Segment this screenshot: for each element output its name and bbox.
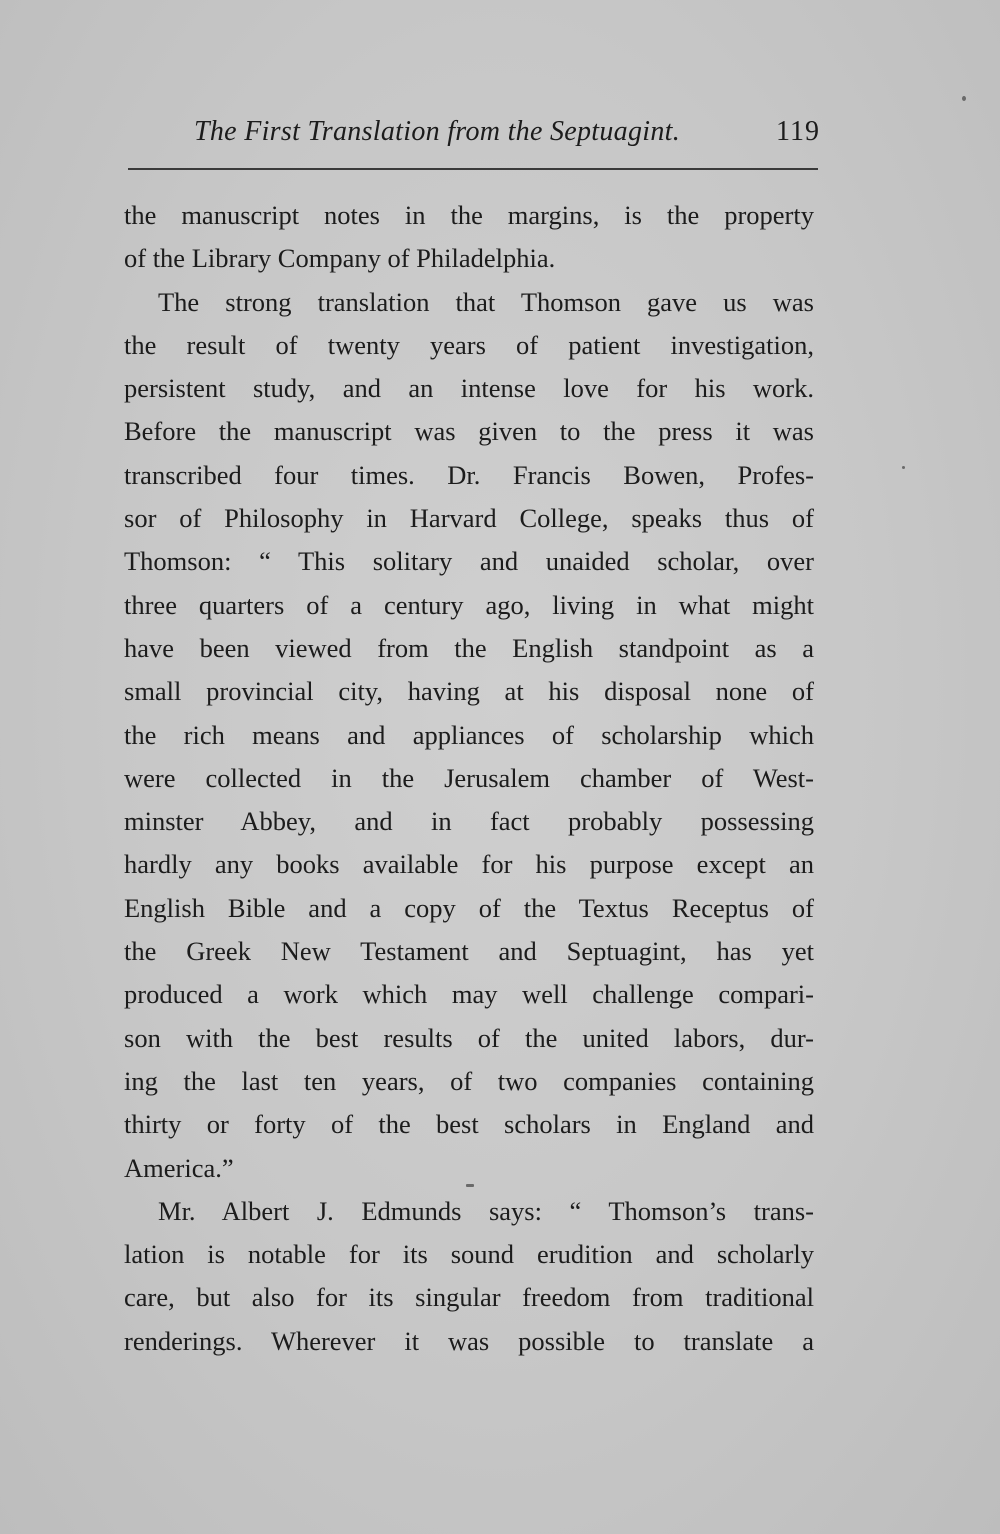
paper-speck: [902, 466, 905, 469]
running-head: [128, 114, 818, 158]
text-line: Thomson: “ This solitary and unaided scholar, over: [124, 546, 814, 577]
text-line: the result of twenty years of patient investigation,: [124, 329, 814, 360]
text-line: English Bible and a copy of the Textus Receptus of: [124, 892, 814, 923]
text-line: hardly any books available for his purpose except an: [124, 849, 814, 880]
paper-speck: [962, 96, 966, 101]
text-line: thirty or forty of the best scholars in England and: [124, 1109, 814, 1140]
text-line: sor of Philosophy in Harvard College, speaks thus of: [124, 503, 814, 534]
text-line: ing the last ten years, of two companies containing: [124, 1065, 814, 1096]
paper-speck: [466, 1184, 474, 1187]
text-line: Before the manuscript was given to the press it was: [124, 416, 814, 447]
text-line: the Greek New Testament and Septuagint, has yet: [124, 936, 814, 967]
text-line: transcribed four times. Dr. Francis Bowen, Profes-: [124, 459, 814, 490]
text-line: three quarters of a century ago, living in what might: [124, 589, 814, 620]
text-line: renderings. Wherever it was possible to translate a: [124, 1325, 814, 1356]
paragraph-first-line: Mr. Albert J. Edmunds says: “ Thomson’s trans-: [158, 1195, 814, 1226]
text-line: minster Abbey, and in fact probably possessing: [124, 806, 814, 837]
body-text: [124, 194, 814, 1363]
text-line: America.”: [124, 1152, 234, 1183]
text-line: of the Library Company of Philadelphia.: [124, 243, 556, 274]
text-line: the rich means and appliances of scholarship which: [124, 719, 814, 750]
text-line: the manuscript notes in the margins, is the property: [124, 200, 814, 230]
text-line: have been viewed from the English standpoint as a: [124, 632, 814, 663]
page-number: 119: [776, 116, 820, 147]
text-line: care, but also for its singular freedom from traditional: [124, 1282, 814, 1313]
text-line: small provincial city, having at his disposal none of: [124, 676, 814, 707]
header-rule: [128, 168, 818, 170]
text-line: were collected in the Jerusalem chamber of West-: [124, 762, 814, 793]
text-line: son with the best results of the united labors, dur-: [124, 1022, 814, 1053]
text-line: persistent study, and an intense love for his work.: [124, 373, 814, 404]
paragraph-first-line: The strong translation that Thomson gave us was: [158, 286, 814, 317]
text-line: lation is notable for its sound erudition and scholarly: [124, 1239, 814, 1270]
text-line: produced a work which may well challenge compari-: [124, 979, 814, 1010]
running-head-title: The First Translation from the Septuagint.: [194, 116, 681, 147]
